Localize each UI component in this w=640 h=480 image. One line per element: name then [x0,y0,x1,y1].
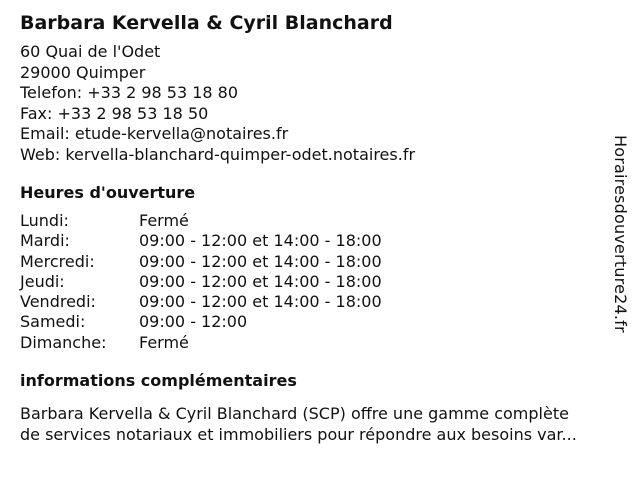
day-label: Jeudi: [20,271,65,291]
info-text-line-1: Barbara Kervella & Cyril Blanchard (SCP) offre une gamme complète [20,404,569,424]
email: Email: etude-kervella@notaires.fr [20,124,289,143]
info-heading: informations complémentaires [20,371,297,391]
day-label: Lundi: [20,211,69,230]
business-name: Barbara Kervella & Cyril Blanchard [20,12,393,34]
day-hours: 09:00 - 12:00 et 14:00 - 18:00 [139,251,382,271]
hours-table [20,211,382,353]
day-hours: 09:00 - 12:00 et 14:00 - 18:00 [139,271,382,291]
day-hours: 09:00 - 12:00 [139,312,248,332]
phone: Telefon: +33 2 98 53 18 80 [20,83,239,102]
day-label: Samedi: [20,312,86,332]
hours-row [20,333,382,353]
hours-row [20,272,382,292]
address-line-2: 29000 Quimper [20,62,146,82]
day-hours: 09:00 - 12:00 et 14:00 - 18:00 [139,292,382,312]
day-hours: Fermé [139,211,189,230]
hours-row [20,211,382,231]
hours-row [20,252,382,272]
hours-heading: Heures d'ouverture [20,183,196,202]
hours-row [20,292,382,312]
day-label: Vendredi: [20,292,96,312]
day-hours: 09:00 - 12:00 et 14:00 - 18:00 [139,231,382,251]
business-card [20,10,610,445]
day-hours: Fermé [139,332,189,352]
info-text-line-2: de services notariaux et immobiliers pour répondre aux besoins var... [20,425,577,445]
info-text [20,403,610,445]
site-watermark: Horairesdouverture24.fr [611,135,630,333]
fax: Fax: +33 2 98 53 18 50 [20,103,209,123]
day-label: Mardi: [20,231,70,251]
day-label: Dimanche: [20,332,107,352]
hours-row [20,312,382,332]
day-label: Mercredi: [20,251,95,271]
hours-row [20,231,382,251]
website: Web: kervella-blanchard-quimper-odet.notaires.fr [20,144,416,164]
address-line-1: 60 Quai de l'Odet [20,42,161,61]
